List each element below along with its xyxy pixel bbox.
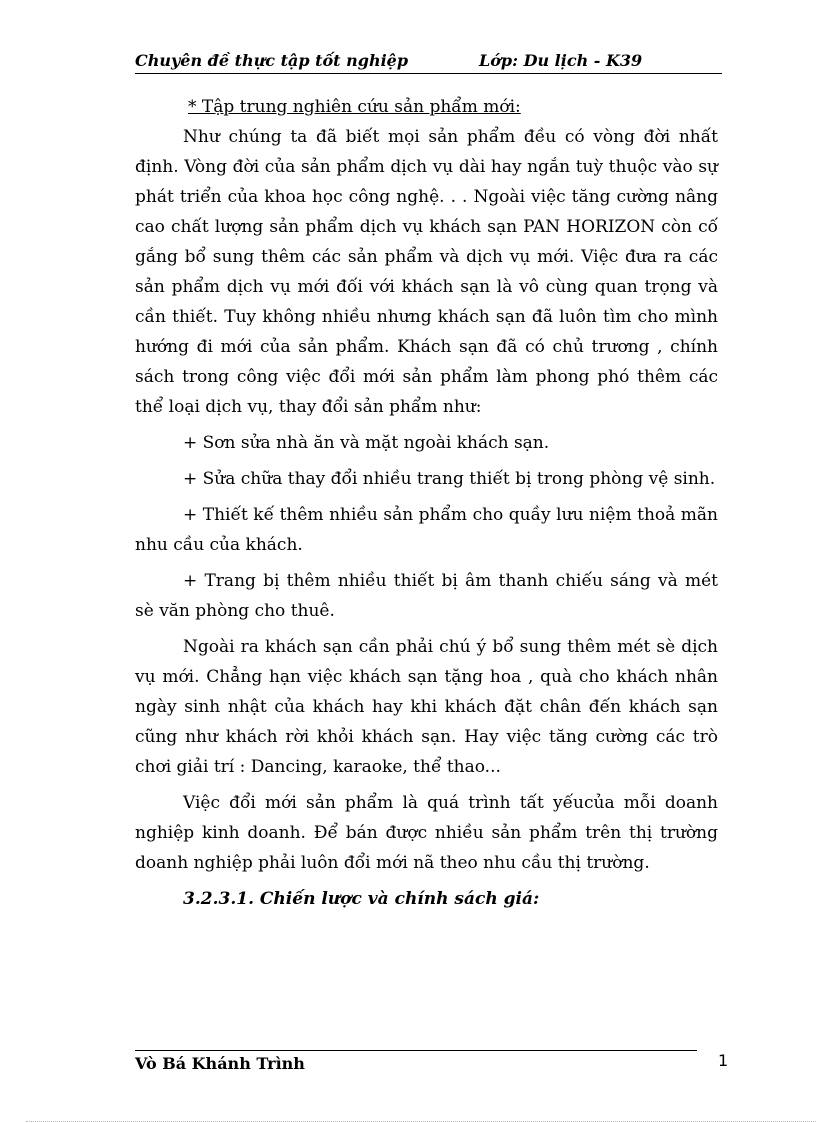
- paragraph: Ngoài ra khách sạn cần phải chú ý bổ sung thêm mét sè dịch vụ mới. Chẳng hạn việc khách sạn tặng hoa , quà cho khách nhân ngày sinh nhật của khách hay khi khách đặt chân đến khách sạn cũng như khách rời khỏi khách sạn. Hay việc tăng cường các trò chơi giải trí : Dancing, karaoke, thể thao...: [135, 637, 718, 777]
- paragraph: Việc đổi mới sản phẩm là quá trình tất yếucủa mỗi doanh nghiệp kinh doanh. Để bán được nhiều sản phẩm trên thị trường doanh nghiệp phải luôn đổi mới nã theo nhu cầu thị trường.: [135, 793, 718, 873]
- paragraph: Như chúng ta đã biết mọi sản phẩm đều có vòng đời nhất định. Vòng đời của sản phẩm dịch vụ dài hay ngắn tuỳ thuộc vào sự phát triển của khoa học công nghệ. . . Ngoài việc tăng cường nâng cao chất lượng sản phẩm dịch vụ khách sạn PAN HORIZON còn cố gắng bổ sung thêm các sản phẩm và dịch vụ mới. Việc đưa ra các sản phẩm dịch vụ mới đối với khách sạn là vô cùng quan trọng và cần thiết. Tuy không nhiều nhưng khách sạn đã luôn tìm cho mình hướng đi mới của sản phẩm. Khách sạn đã có chủ trương , chính sách trong công việc đổi mới sản phẩm làm phong phó thêm các thể loại dịch vụ, thay đổi sản phẩm như:: [135, 127, 718, 417]
- footer-divider: [135, 1050, 697, 1051]
- list-item: + Trang bị thêm nhiều thiết bị âm thanh chiếu sáng và mét sè văn phòng cho thuê.: [135, 571, 718, 621]
- page-boundary: [26, 1121, 816, 1122]
- header-class-name: Lớp: Du lịch - K39: [479, 51, 643, 70]
- list-item: + Sơn sửa nhà ăn và mặt ngoài khách sạn.: [183, 433, 550, 453]
- page-number: 1: [718, 1051, 729, 1070]
- document-body: [135, 92, 718, 914]
- list-item: + Sửa chữa thay đổi nhiều trang thiết bị trong phòng vệ sinh.: [183, 469, 716, 489]
- section-title: * Tập trung nghiên cứu sản phẩm mới:: [188, 97, 521, 117]
- section-heading: 3.2.3.1. Chiến lược và chính sách giá:: [183, 889, 540, 909]
- page-header: [135, 49, 722, 74]
- footer-author: Vò Bá Khánh Trình: [135, 1054, 305, 1073]
- list-item: + Thiết kế thêm nhiều sản phẩm cho quầy lưu niệm thoả mãn nhu cầu của khách.: [135, 505, 718, 555]
- header-course-title: Chuyên đề thực tập tốt nghiệp: [135, 51, 409, 70]
